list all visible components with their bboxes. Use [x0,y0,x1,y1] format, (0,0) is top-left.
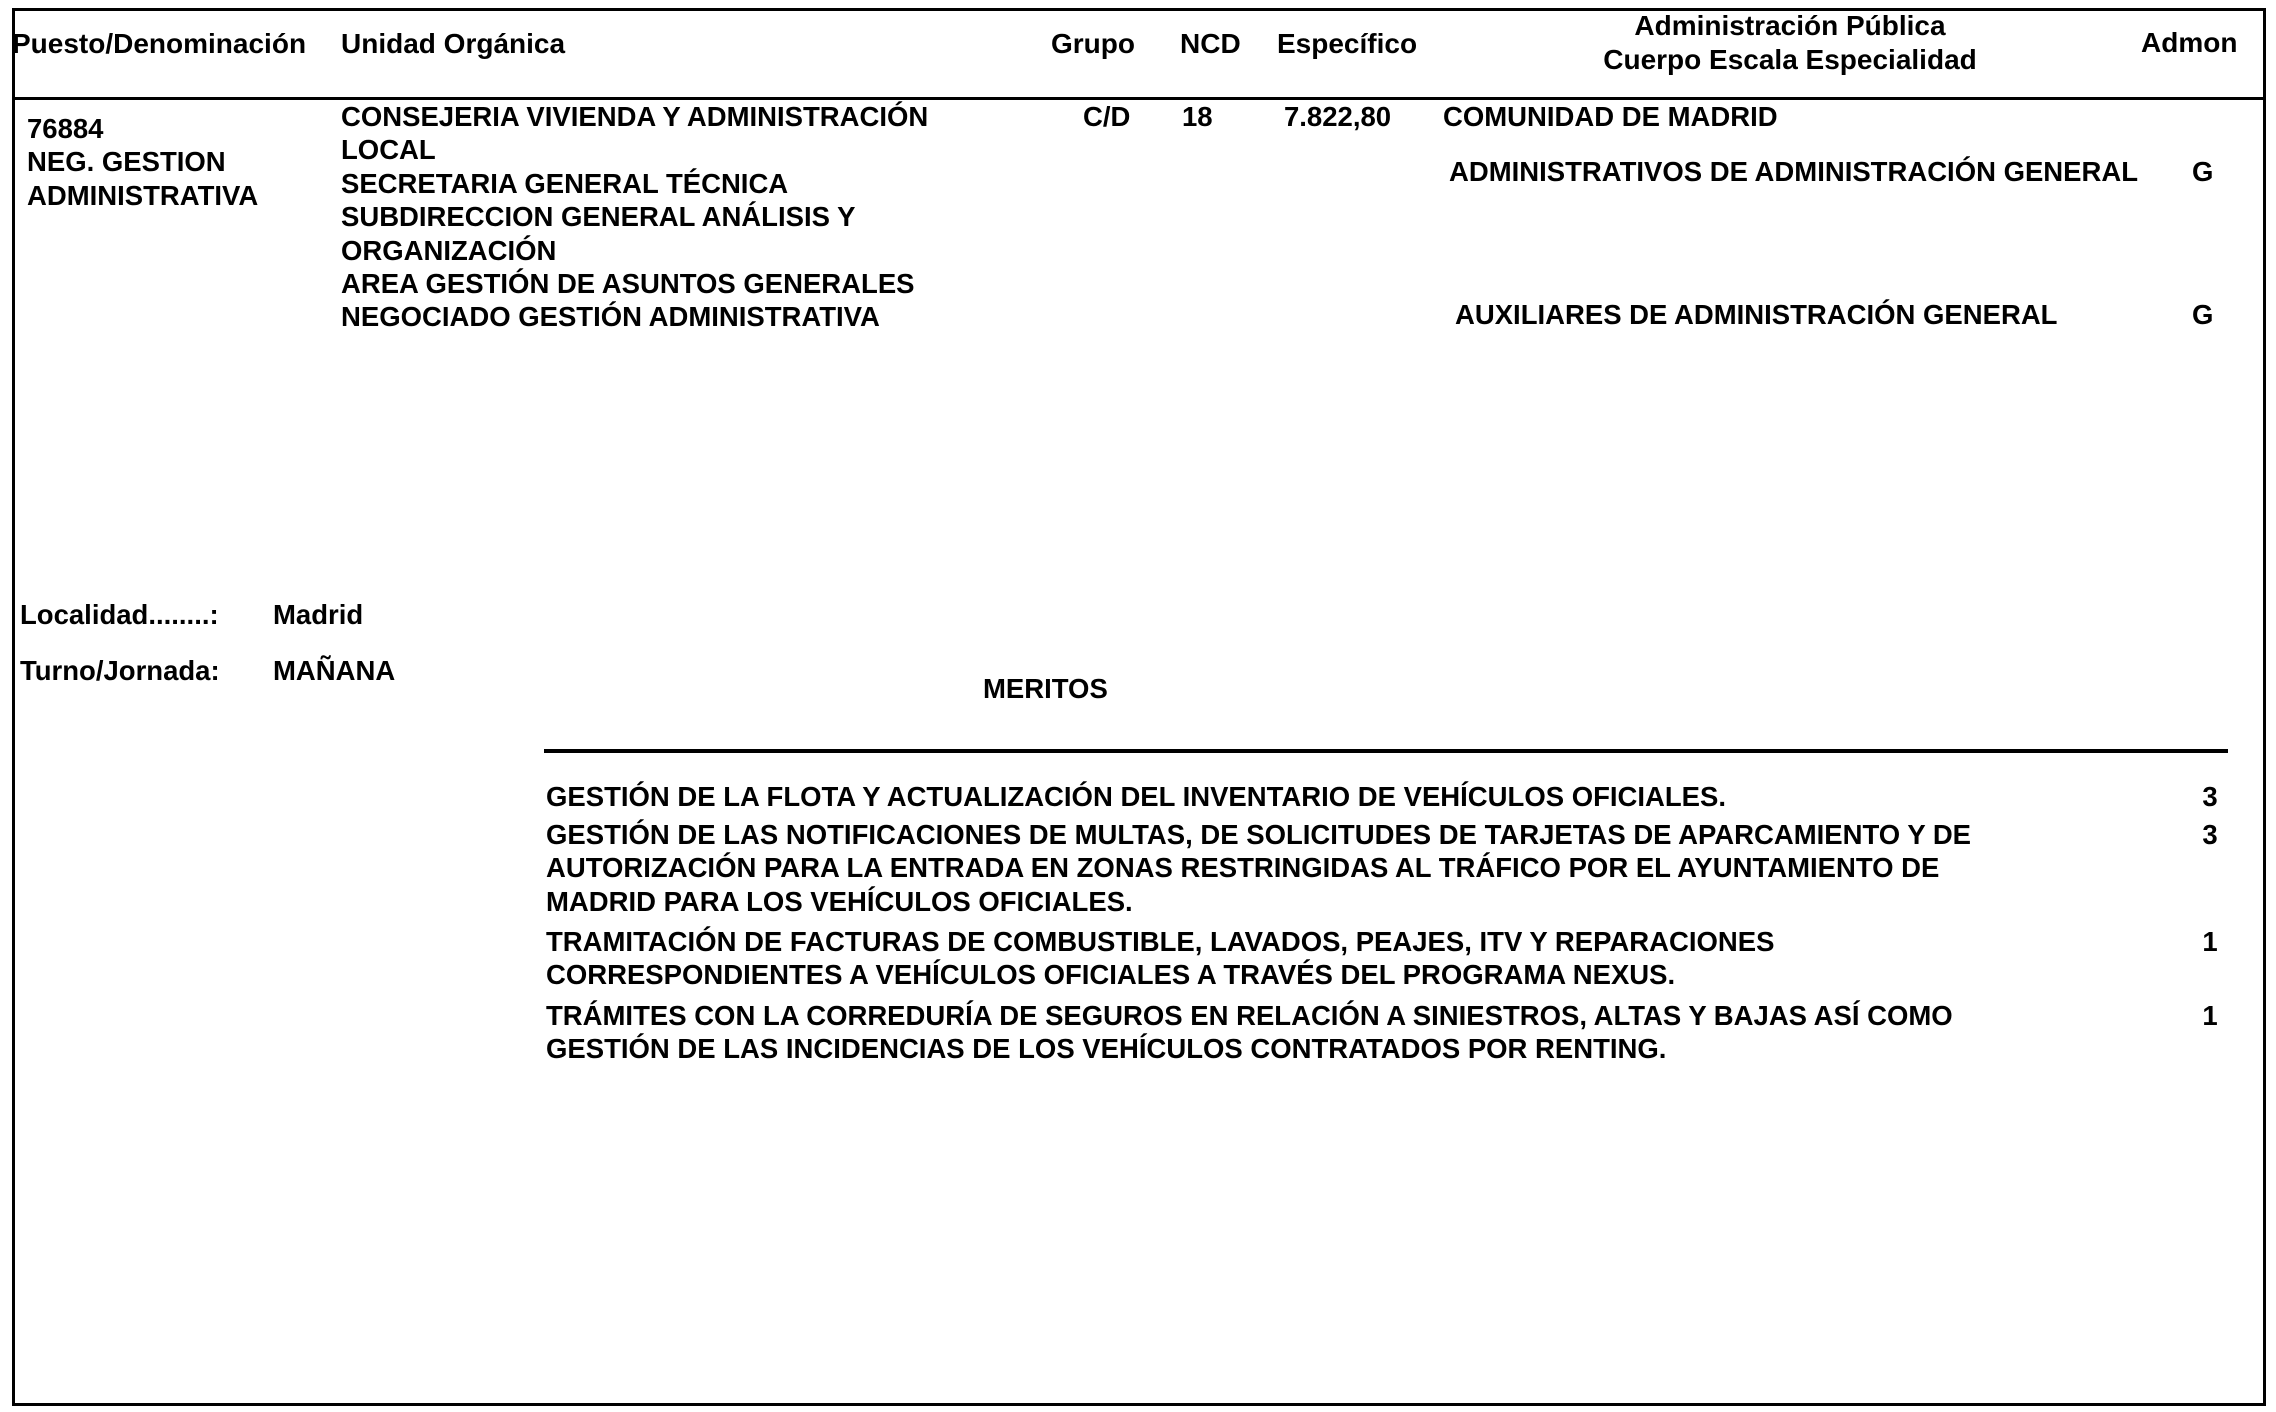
merito-line: CORRESPONDIENTES A VEHÍCULOS OFICIALES A TRAVÉS DEL PROGRAMA NEXUS. [546,959,1676,991]
unidad-line: ORGANIZACIÓN [341,234,557,266]
header-admin-publica: Administración Pública [1634,10,1946,41]
merito-line: AUTORIZACIÓN PARA LA ENTRADA EN ZONAS RESTRINGIDAS AL TRÁFICO POR EL AYUNTAMIENTO DE [546,852,1940,884]
puesto-codigo: 76884 [27,113,104,144]
localidad-label: Localidad........: [20,599,219,630]
merito-line: GESTIÓN DE LA FLOTA Y ACTUALIZACIÓN DEL INVENTARIO DE VEHÍCULOS OFICIALES. [546,781,1727,812]
merito-score: 1 [2202,1000,2218,1031]
header-especifico: Específico [1277,28,1418,59]
cuerpo-admon: G [2192,156,2214,187]
header-ncd: NCD [1180,28,1241,59]
header-cuerpo-escala: Cuerpo Escala Especialidad [1603,44,1977,75]
administracion-value: COMUNIDAD DE MADRID [1443,101,1778,132]
unidad-line: SECRETARIA GENERAL TÉCNICA [341,167,789,199]
merito-item [546,999,1953,1066]
localidad-value: Madrid [273,599,364,630]
cuerpo-name: AUXILIARES DE ADMINISTRACIÓN GENERAL [1455,299,2058,330]
header-grupo: Grupo [1051,28,1135,59]
puesto-block [27,112,258,212]
unidad-organica-block [341,100,928,334]
puesto-denominacion-line: NEG. GESTION [27,146,226,178]
unidad-line: LOCAL [341,134,436,166]
turno-value: MAÑANA [273,655,396,686]
merito-line: GESTIÓN DE LAS INCIDENCIAS DE LOS VEHÍCULOS CONTRATADOS POR RENTING. [546,1033,1667,1065]
merito-item [546,925,1774,992]
unidad-line: AREA GESTIÓN DE ASUNTOS GENERALES [341,268,915,300]
meritos-title: MERITOS [983,673,1108,704]
unidad-line: NEGOCIADO GESTIÓN ADMINISTRATIVA [341,301,880,333]
merito-line: GESTIÓN DE LAS NOTIFICACIONES DE MULTAS, DE SOLICITUDES DE TARJETAS DE APARCAMIENTO Y DE [546,819,1972,850]
puesto-denominacion-line: ADMINISTRATIVA [27,179,259,211]
unidad-line: CONSEJERIA VIVIENDA Y ADMINISTRACIÓN [341,101,929,132]
header-unidad: Unidad Orgánica [341,28,566,59]
merito-item [546,780,1726,813]
merito-item [546,818,1971,918]
merito-score: 3 [2202,819,2218,850]
cuerpo-name: ADMINISTRATIVOS DE ADMINISTRACIÓN GENERAL [1449,156,2139,187]
meritos-divider [544,749,2228,753]
turno-label: Turno/Jornada: [20,655,220,686]
ncd-value: 18 [1182,101,1213,132]
especifico-value: 7.822,80 [1284,101,1392,132]
grupo-value: C/D [1083,101,1131,132]
header-puesto: Puesto/Denominación [12,28,307,59]
merito-score: 1 [2202,926,2218,957]
unidad-line: SUBDIRECCION GENERAL ANÁLISIS Y [341,201,856,233]
cuerpo-admon: G [2192,299,2214,330]
merito-score: 3 [2202,781,2218,812]
merito-line: TRÁMITES CON LA CORREDURÍA DE SEGUROS EN RELACIÓN A SINIESTROS, ALTAS Y BAJAS ASÍ COMO [546,1000,1953,1031]
merito-line: TRAMITACIÓN DE FACTURAS DE COMBUSTIBLE, LAVADOS, PEAJES, ITV Y REPARACIONES [546,926,1775,957]
header-admon: Admon [2141,27,2238,58]
merito-line: MADRID PARA LOS VEHÍCULOS OFICIALES. [546,885,1133,917]
